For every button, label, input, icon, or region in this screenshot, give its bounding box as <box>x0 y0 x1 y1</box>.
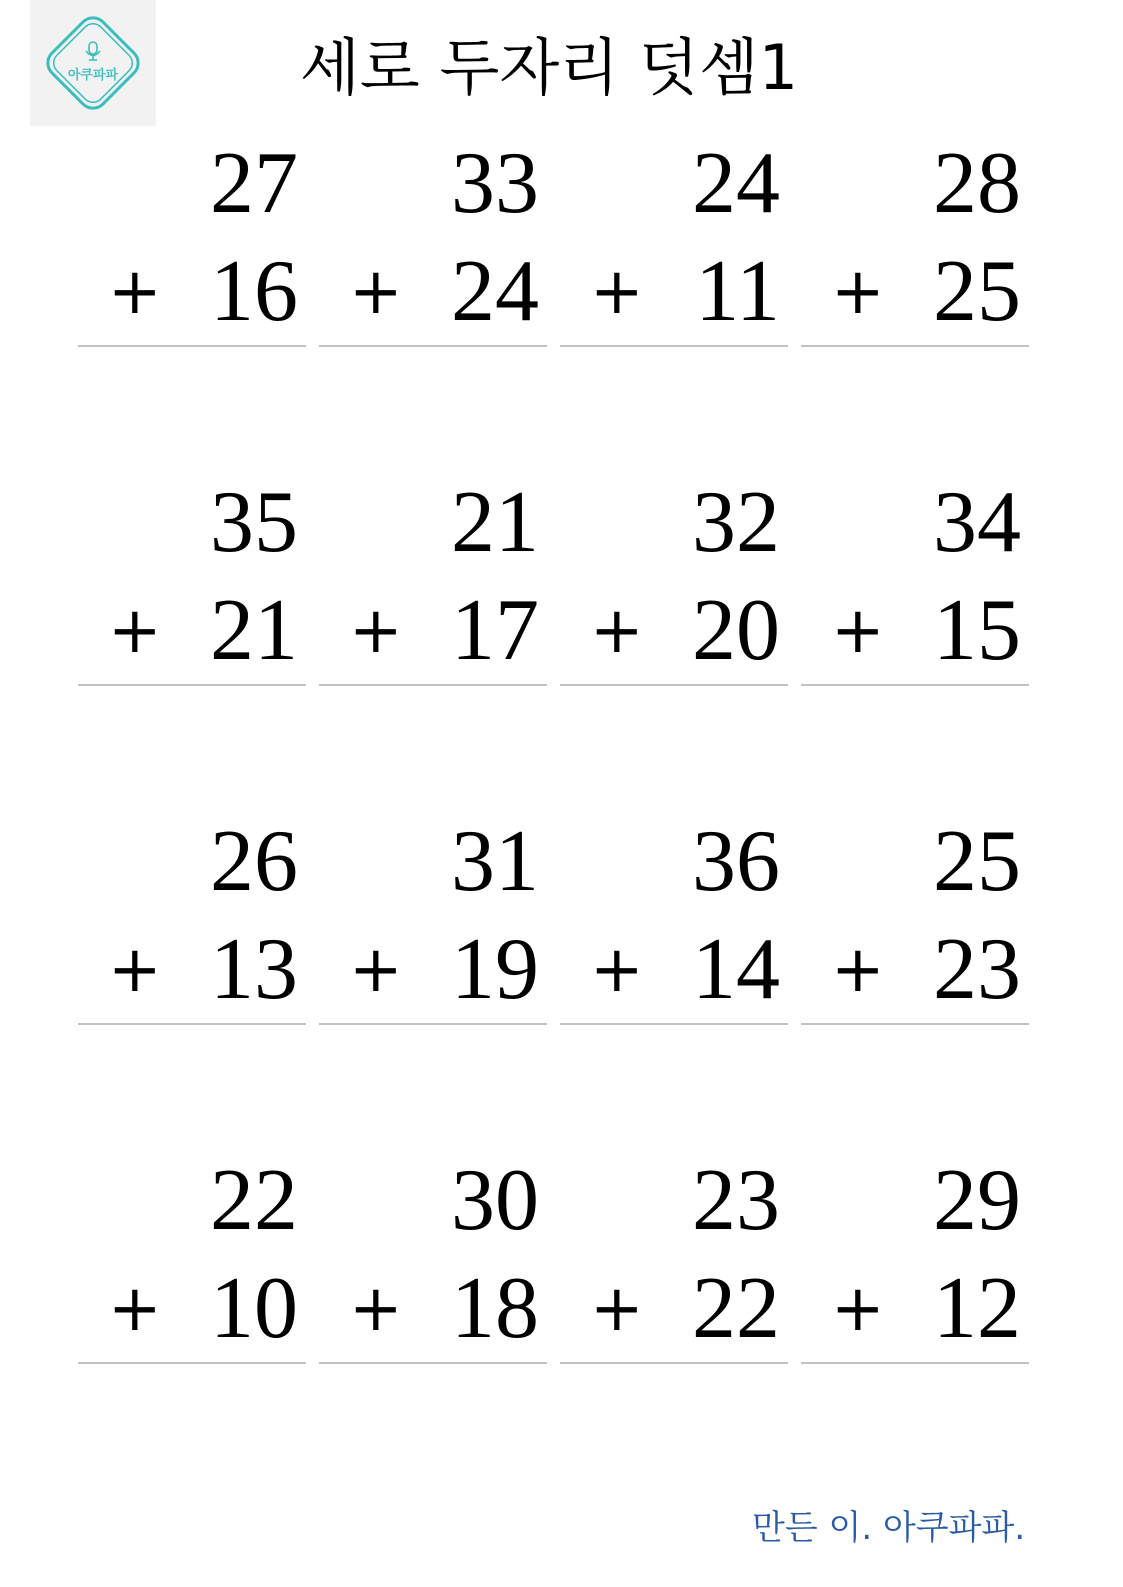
answer-line <box>78 1362 306 1364</box>
bottom-number: 16 <box>210 243 298 340</box>
answer-line <box>801 1362 1029 1364</box>
bottom-number: 22 <box>692 1260 780 1357</box>
addition-problem <box>801 1017 1029 1367</box>
plus-sign: + <box>108 933 162 1007</box>
top-number: 26 <box>210 813 298 910</box>
plus-sign: + <box>831 933 885 1007</box>
addition-problem <box>801 678 1029 1028</box>
bottom-number: 18 <box>451 1260 539 1357</box>
top-number: 28 <box>933 135 1021 232</box>
top-number: 36 <box>692 813 780 910</box>
bottom-number: 13 <box>210 921 298 1018</box>
plus-sign: + <box>349 255 403 329</box>
bottom-number: 12 <box>933 1260 1021 1357</box>
addition-problem <box>560 678 788 1028</box>
addition-problem <box>801 339 1029 689</box>
plus-sign: + <box>349 1272 403 1346</box>
addition-problem <box>319 339 547 689</box>
bottom-number: 25 <box>933 243 1021 340</box>
plus-sign: + <box>590 933 644 1007</box>
bottom-number: 14 <box>692 921 780 1018</box>
top-number: 24 <box>692 135 780 232</box>
addition-problem <box>78 339 306 689</box>
top-number: 32 <box>692 474 780 571</box>
bottom-number: 10 <box>210 1260 298 1357</box>
logo-text: 아쿠파파 <box>67 68 119 83</box>
top-number: 22 <box>210 1152 298 1249</box>
problem-grid <box>78 0 1038 1587</box>
plus-sign: + <box>831 594 885 668</box>
plus-sign: + <box>349 594 403 668</box>
bottom-number: 15 <box>933 582 1021 679</box>
addition-problem <box>78 0 306 350</box>
top-number: 21 <box>451 474 539 571</box>
bottom-number: 19 <box>451 921 539 1018</box>
plus-sign: + <box>590 594 644 668</box>
top-number: 29 <box>933 1152 1021 1249</box>
plus-sign: + <box>831 1272 885 1346</box>
top-number: 23 <box>692 1152 780 1249</box>
plus-sign: + <box>590 255 644 329</box>
plus-sign: + <box>108 255 162 329</box>
top-number: 35 <box>210 474 298 571</box>
page-title: 세로 두자리 덧셈1 <box>300 31 799 104</box>
addition-problem <box>560 1017 788 1367</box>
plus-sign: + <box>108 594 162 668</box>
addition-problem <box>319 0 547 350</box>
bottom-number: 21 <box>210 582 298 679</box>
plus-sign: + <box>590 1272 644 1346</box>
bottom-number: 17 <box>451 582 539 679</box>
addition-problem <box>319 1017 547 1367</box>
addition-problem <box>78 1017 306 1367</box>
footer-credit: 만든 이. 아쿠파파. <box>752 1508 1026 1548</box>
addition-problem <box>560 0 788 350</box>
answer-line <box>560 1362 788 1364</box>
bottom-number: 20 <box>692 582 780 679</box>
plus-sign: + <box>831 255 885 329</box>
top-number: 34 <box>933 474 1021 571</box>
top-number: 33 <box>451 135 539 232</box>
bottom-number: 24 <box>451 243 539 340</box>
top-number: 31 <box>451 813 539 910</box>
addition-problem <box>560 339 788 689</box>
addition-problem <box>319 678 547 1028</box>
bottom-number: 23 <box>933 921 1021 1018</box>
plus-sign: + <box>349 933 403 1007</box>
addition-problem <box>78 678 306 1028</box>
addition-problem <box>801 0 1029 350</box>
plus-sign: + <box>108 1272 162 1346</box>
top-number: 25 <box>933 813 1021 910</box>
answer-line <box>319 1362 547 1364</box>
top-number: 30 <box>451 1152 539 1249</box>
bottom-number: 11 <box>695 243 780 340</box>
top-number: 27 <box>210 135 298 232</box>
